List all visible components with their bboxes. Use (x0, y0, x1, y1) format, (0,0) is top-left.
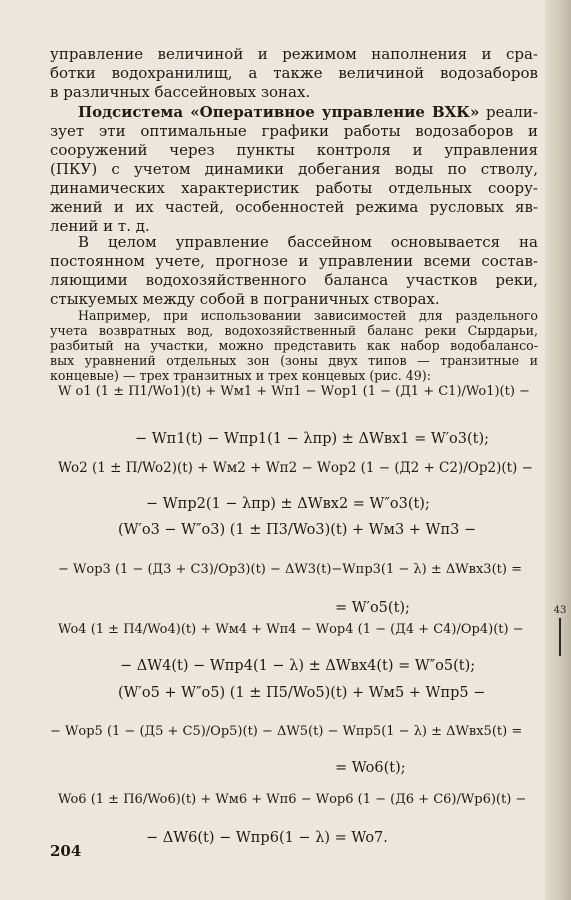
equation-line: W o1 (1 ± П1/Wo1)(t) + Wм1 + Wп1 − Wор1 (1 − (Д1 + С1)/Wo1)(t) − (58, 384, 530, 399)
page-gutter (545, 0, 571, 900)
paragraph-4 (50, 308, 538, 383)
margin-bar (559, 618, 561, 656)
text-line: ботки водохранилищ, а также величиной водозаборов (50, 64, 538, 82)
equation-line: − Wп1(t) − Wпр1(1 − λпр) ± ΔWвх1 = W′o3(t); (135, 431, 490, 447)
text-line: постоянном учете, прогнозе и управлении всеми состав- (50, 252, 538, 270)
text-line: Например, при использовании зависимостей для раздельного (78, 308, 538, 323)
equation-line: Wo4 (1 ± П4/Wo4)(t) + Wм4 + Wп4 − Wор4 (1 − (Д4 + С4)/Oр4)(t) − (58, 622, 524, 637)
equation-line: − Wпр2(1 − λпр) ± ΔWвх2 = W″o3(t); (146, 496, 430, 512)
text-line: разбитый на участки, можно представить как набор водобалансо- (50, 338, 538, 353)
text-line: (ПКУ) с учетом динамики добегания воды по стволу, (50, 160, 538, 178)
text-line: вых уравнений отдельных зон (зоны двух типов — транзитные и (50, 353, 538, 368)
text-line: жений и их частей, особенностей режима русловых яв- (50, 198, 538, 216)
text-line: в различных бассейновых зонах. (50, 83, 311, 101)
text-line: учета возвратных вод, водохозяйственный баланс реки Сырдарьи, (50, 323, 538, 338)
paragraph-2: Подсистема «Оперативное управление ВХК» реали- зует эти оптимальные графики работы водозаборов и сооружений через пункты контроля и управления (ПКУ) с учетом динамики добегания воды по стволу, динамических характеристик работы отдельных соору- жений и их частей, особенностей режима русловых яв- лений и т. д. (50, 103, 538, 235)
text-line: В целом управление бассейном основывается на (78, 233, 538, 251)
text-line: управление величиной и режимом наполнения и сра- (50, 45, 538, 63)
paragraph-1 (50, 45, 538, 102)
subsystem-heading: Подсистема «Оперативное управление ВХК» (78, 103, 480, 121)
paragraph-3 (50, 233, 538, 309)
text-line: зует эти оптимальные графики работы водозаборов и (50, 122, 538, 140)
text-line: концевые) — трех транзитных и трех концевых (рис. 49): (50, 368, 431, 383)
equation-line: Wo2 (1 ± П/Wo2)(t) + Wм2 + Wп2 − Wор2 (1 − (Д2 + С2)/Oр2)(t) − (58, 460, 533, 476)
equation-line: = W′o5(t); (335, 600, 410, 616)
text-line: сооружений через пункты контроля и управления (50, 141, 538, 159)
margin-mark: 43 (553, 606, 567, 656)
text-line: ляющими водохозяйственного баланса участков реки, (50, 271, 538, 289)
equation-line: − Wор3 (1 − (Д3 + С3)/Oр3)(t) − ΔW3(t)−Wпр3(1 − λ) ± ΔWвх3(t) = (58, 562, 522, 577)
text-line: лений и т. д. (50, 217, 150, 235)
equation-line: (W′o5 + W″o5) (1 ± П5/Wo5)(t) + Wм5 + Wпр5 − (118, 685, 486, 701)
equation-line: − ΔW4(t) − Wпр4(1 − λ) ± ΔWвх4(t) = W″o5(t); (120, 658, 476, 674)
equation-line: (W′o3 − W″o3) (1 ± П3/Wo3)(t) + Wм3 + Wп3 − (118, 522, 477, 538)
equation-line: − Wор5 (1 − (Д5 + С5)/Oр5)(t) − ΔW5(t) − Wпр5(1 − λ) ± ΔWвх5(t) = (50, 724, 523, 739)
page-number: 204 (50, 842, 82, 860)
equation-line: − ΔW6(t) − Wпр6(1 − λ) = Wo7. (146, 830, 388, 846)
equation-line: Wo6 (1 ± П6/Wo6)(t) + Wм6 + Wп6 − Wор6 (1 − (Д6 + С6)/Wр6)(t) − (58, 792, 527, 807)
text-line: стыкуемых между собой в пограничных створах. (50, 290, 440, 308)
text-line: динамических характеристик работы отдельных соору- (50, 179, 538, 197)
equation-line: = Wo6(t); (335, 760, 406, 776)
